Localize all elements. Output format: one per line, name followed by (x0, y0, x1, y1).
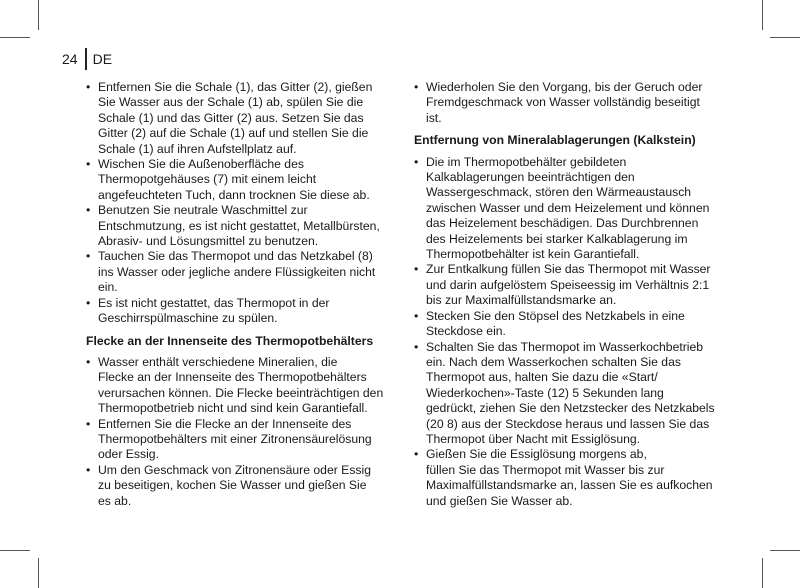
text-line: zwischen Wasser und dem Heizelement und können (426, 200, 710, 215)
text-line: (20 8) aus der Steckdose heraus und lassen Sie das (426, 416, 710, 431)
text-line: Gitter (2) auf die Schale (1) auf und stellen Sie die (98, 126, 369, 141)
text-line: Abrasiv- und Lösungsmittel zu benutzen. (98, 234, 319, 249)
list-item (414, 262, 716, 308)
text-line: • Entfernen Sie die Schale (1), das Gitter (2), gießen (98, 80, 373, 94)
text-line: Schale (1) und das Gitter (2) aus. Setzen Sie das (98, 110, 364, 125)
page-header (62, 48, 112, 70)
list-item (414, 309, 716, 340)
text-line: Geschirrspülmaschine zu spülen. (98, 311, 278, 326)
list-item (86, 417, 386, 463)
text-line: • Stecken Sie den Stöpsel des Netzkabels in eine (426, 308, 685, 323)
text-line: • Um den Geschmack von Zitronensäure oder Essig (98, 462, 371, 477)
crop-mark-bottom-right (762, 558, 763, 588)
text-line: Kalkablagerungen beeinträchtigen den (426, 170, 635, 185)
text-line: füllen Sie das Thermopot mit Wasser bis zur (426, 462, 665, 477)
text-line: • Entfernen Sie die Flecke an der Innenseite des (98, 416, 352, 431)
list-item (86, 463, 386, 509)
text-line: ein. (98, 280, 118, 295)
crop-mark-right-bottom (770, 550, 800, 551)
crop-mark-left-top (0, 37, 30, 38)
text-line: gedrückt, ziehen Sie den Netzstecker des Netzkabels (426, 401, 715, 416)
list-item (86, 157, 386, 203)
crop-mark-left-bottom (0, 550, 30, 551)
text-line: Fremdgeschmack von Wasser vollständig beseitigt (426, 95, 700, 110)
list-item (86, 249, 386, 295)
text-line: Schale (1) auf ihren Aufstellplatz auf. (98, 141, 297, 156)
text-line: • Zur Entkalkung füllen Sie das Thermopot mit Wasser (426, 262, 711, 277)
text-line: • Die im Thermopotbehälter gebildeten (426, 154, 627, 169)
cleaning-list (86, 80, 386, 327)
text-line: • Gießen Sie die Essiglösung morgens ab, (426, 447, 647, 462)
list-item (86, 296, 386, 327)
text-line: Thermopotbehälter ist kein Garantiefall. (426, 247, 640, 262)
list-item (86, 203, 386, 249)
header-divider (85, 48, 87, 70)
list-item (86, 355, 386, 417)
text-line: angefeuchteten Tuch, dann trocknen Sie diese ab. (98, 187, 370, 202)
text-line: das Heizelement beschädigen. Das Durchbrennen (426, 216, 699, 231)
text-line: Thermopot aus, halten Sie dazu die «Start/ (426, 370, 658, 385)
page-number: 24 (62, 51, 78, 67)
stains-list (86, 355, 386, 509)
text-line: ins Wasser oder jegliche andere Flüssigkeiten nicht (98, 264, 376, 279)
text-line: • Wischen Sie die Außenoberfläche des (98, 157, 304, 172)
text-line: ein. Nach dem Wasserkochen schalten Sie das (426, 354, 681, 369)
list-item (414, 155, 716, 263)
text-line: • Wiederholen Sie den Vorgang, bis der Geruch oder (426, 80, 703, 94)
text-line: ist. (426, 110, 442, 125)
crop-mark-bottom-left (38, 558, 39, 588)
text-line: Wassergeschmack, stören den Wärmeaustausch (426, 185, 692, 200)
text-line: zu beseitigen, kochen Sie Wasser und gießen Sie (98, 478, 367, 493)
section-heading-descaling: Entfernung von Mineralablagerungen (Kalkstein) (414, 133, 696, 148)
right-column (414, 80, 716, 509)
text-line: • Benutzen Sie neutrale Waschmittel zur (98, 203, 308, 218)
language-label: DE (92, 51, 113, 67)
text-line: Maximalfüllstandsmarke an, lassen Sie es aufkochen (426, 478, 713, 493)
text-line: Thermopot über Nacht mit Essiglösung. (426, 431, 641, 446)
text-line: Sie Wasser aus der Schale (1) ab, spülen Sie die (98, 95, 364, 110)
text-line: Wiederkochen»-Taste (12) 5 Sekunden lang (426, 385, 664, 400)
text-line: Thermopotbetrieb nicht und sind kein Garantiefall. (98, 401, 368, 416)
crop-mark-top-right (762, 0, 763, 30)
crop-mark-right-top (770, 37, 800, 38)
left-column (86, 80, 386, 509)
text-line: • Schalten Sie das Thermopot im Wasserkochbetrieb (426, 339, 704, 354)
text-line: des Heizelements bei starker Kalkablagerung im (426, 231, 688, 246)
list-item (86, 80, 386, 157)
list-item (414, 447, 716, 509)
text-line: • Tauchen Sie das Thermopot und das Netzkabel (8) (98, 249, 373, 264)
text-line: Thermopotbehälters mit einer Zitronensäurelösung (98, 431, 372, 446)
section-heading-stains: Flecke an der Innenseite des Thermopotbehälters (86, 333, 374, 348)
text-line: • Wasser enthält verschiedene Mineralien, die (98, 354, 338, 369)
text-line: und gießen Sie Wasser ab. (426, 493, 573, 508)
text-line: Flecke an der Innenseite des Thermopotbehälters (98, 370, 367, 385)
list-item (414, 340, 716, 448)
crop-mark-top-left (38, 0, 39, 30)
text-line: Thermopotgehäuses (7) mit einem leicht (98, 172, 317, 187)
text-line: oder Essig. (98, 447, 159, 462)
text-line: verursachen können. Die Flecke beeinträchtigen den (98, 385, 384, 400)
descaling-list (414, 155, 716, 509)
text-line: es ab. (98, 493, 132, 508)
text-line: Entschmutzung, es ist nicht gestattet, Metallbürsten, (98, 218, 380, 233)
list-item (414, 80, 716, 126)
repeat-list (414, 80, 716, 126)
text-line: Steckdose ein. (426, 324, 506, 339)
text-line: bis zur Maximalfüllstandsmarke an. (426, 293, 617, 308)
text-line: und darin aufgelöstem Speiseessig im Verhältnis 2:1 (426, 277, 710, 292)
text-line: • Es ist nicht gestattet, das Thermopot in der (98, 295, 330, 310)
